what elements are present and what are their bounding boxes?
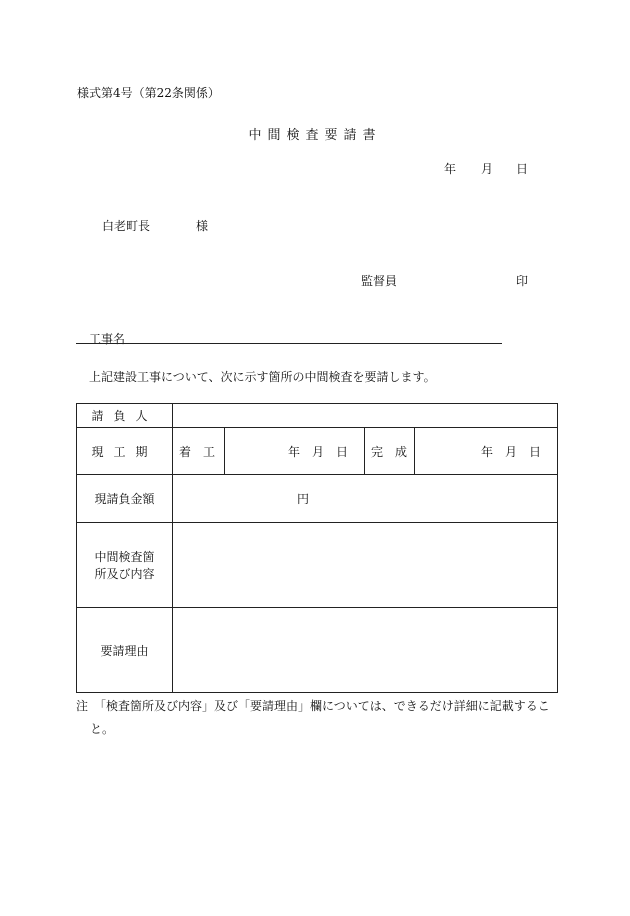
date-month: 月: [481, 162, 494, 176]
date-day: 日: [516, 162, 529, 176]
intro-text: 上記建設工事について、次に示す箇所の中間検査を要請します。: [89, 370, 436, 384]
page-title: 中間検査要請書: [248, 128, 382, 143]
inspection-label-line1: 中間検査箇: [94, 550, 155, 564]
inspection-label: [77, 523, 173, 608]
form-number: 様式第4号（第22条関係）: [77, 86, 220, 100]
amount-row: [77, 475, 558, 523]
date-year: 年: [444, 162, 457, 176]
project-name-line[interactable]: [76, 343, 502, 344]
note-line-1: 注 「検査箇所及び内容」及び「要請理由」欄については、できるだけ詳細に記載するこ: [76, 699, 550, 713]
reason-field[interactable]: [173, 608, 558, 693]
inspection-row: [77, 523, 558, 608]
start-label: 着 工: [173, 428, 225, 475]
period-label: 現工期: [77, 428, 173, 475]
seal-mark: 印: [516, 274, 529, 288]
inspection-label-line2: 所及び内容: [94, 567, 155, 581]
period-row: [77, 428, 558, 475]
project-name-label: 工事名: [89, 332, 126, 346]
inspection-field[interactable]: [173, 523, 558, 608]
start-date-field[interactable]: 年 月 日: [225, 428, 365, 475]
amount-field[interactable]: 円: [173, 475, 558, 523]
addressee-name: 白老町長: [102, 219, 151, 233]
reason-label: 要請理由: [77, 608, 173, 693]
amount-label: 現請負金額: [77, 475, 173, 523]
reason-row: [77, 608, 558, 693]
complete-label: 完 成: [365, 428, 415, 475]
supervisor-label: 監督員: [361, 274, 398, 288]
addressee-honorific: 様: [196, 219, 209, 233]
contractor-label: 請負人: [77, 404, 173, 428]
contractor-row: [77, 404, 558, 428]
complete-date-field[interactable]: 年 月 日: [415, 428, 558, 475]
contractor-field[interactable]: [173, 404, 558, 428]
note-line-2: と。: [90, 722, 115, 736]
request-form-table: [76, 403, 558, 693]
